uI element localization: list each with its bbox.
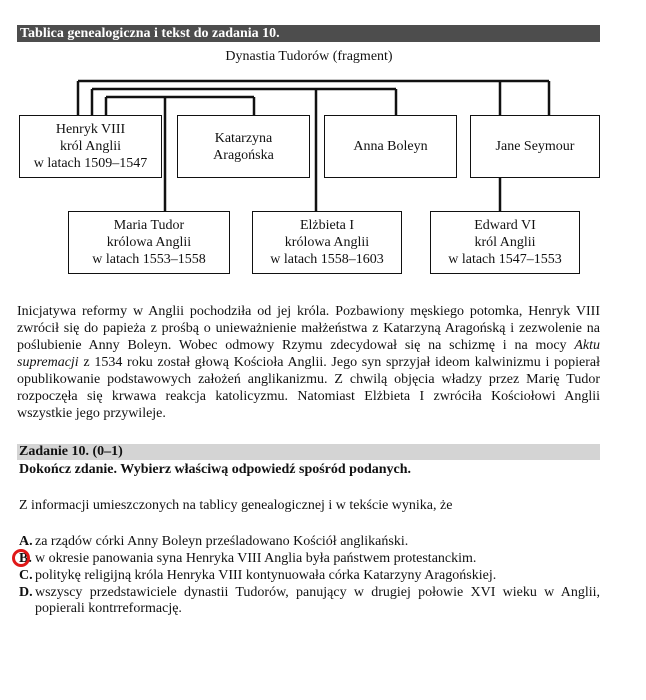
name-line: Aragońska xyxy=(213,147,274,163)
option-d[interactable] xyxy=(19,585,600,617)
person-anna-boleyn xyxy=(324,115,457,178)
section-header: Tablica genealogiczna i tekst do zadania 10. xyxy=(17,25,600,42)
task-question: Z informacji umieszczonych na tablicy genealogicznej i w tekście wynika, że xyxy=(19,498,453,513)
name-line: Edward VI xyxy=(474,218,536,233)
name-line: Jane Seymour xyxy=(495,139,575,154)
years-line: w latach 1509–1547 xyxy=(33,156,148,171)
title-line: król Anglii xyxy=(59,139,122,154)
years-line: w latach 1553–1558 xyxy=(92,252,206,267)
tree-title: Dynastia Tudorów (fragment) xyxy=(225,49,393,64)
years-line: w latach 1558–1603 xyxy=(270,252,384,267)
title-line: król Anglii xyxy=(474,235,536,250)
person-katarzyna-aragonska xyxy=(177,115,310,178)
option-a[interactable] xyxy=(19,534,600,550)
person-maria-tudor xyxy=(68,211,230,274)
name-line: Henryk VIII xyxy=(55,122,126,137)
option-b[interactable] xyxy=(19,551,600,567)
title-line: królowa Anglii xyxy=(284,235,370,250)
option-text: wszyscy przedstawiciele dynastii Tudorów, panujący w drugiej połowie XVI wieku w Anglii, popierali kontrreformację. xyxy=(35,585,600,616)
person-elzbieta-i xyxy=(252,211,402,274)
task-instruction: Dokończ zdanie. Wybierz właściwą odpowiedź spośród podanych. xyxy=(19,462,412,477)
option-letter: C. xyxy=(19,568,33,583)
source-text-italic: Aktu supremacji xyxy=(17,338,600,370)
years-line: w latach 1547–1553 xyxy=(448,252,562,267)
source-text-part: z 1534 roku został głową Kościoła Anglii. Jego syn sprzyjał ideom kalwinizmu i popierał opublikowanie podstawowych założeń anglikanizmu. Z chwilą objęcia władzy przez Marię Tudor rozpoczęła się krwawa reakcja katolicyzmu. Natomiast Elżbieta I zwróciła Kościołowi Anglii wszystkie jego przywileje. xyxy=(17,355,600,421)
option-text: w okresie panowania syna Henryka VIII Anglia była państwem protestanckim. xyxy=(35,551,477,566)
name-line: Maria Tudor xyxy=(113,218,185,233)
title-line: królowa Anglii xyxy=(106,235,192,250)
option-letter: D. xyxy=(19,585,33,600)
selected-answer-circle xyxy=(12,549,30,567)
person-henryk-viii xyxy=(19,115,162,178)
option-c[interactable] xyxy=(19,568,600,584)
name-line: Elżbieta I xyxy=(299,218,355,233)
option-text: politykę religijną króla Henryka VIII kontynuowała córka Katarzyny Aragońskiej. xyxy=(35,568,497,583)
option-letter: B. xyxy=(19,551,32,566)
option-text: za rządów córki Anny Boleyn prześladowano Kościół anglikański. xyxy=(35,534,409,549)
person-jane-seymour xyxy=(470,115,600,178)
option-letter: A. xyxy=(19,534,33,549)
name-line: Katarzyna xyxy=(214,130,273,146)
person-edward-vi xyxy=(430,211,580,274)
name-line: Anna Boleyn xyxy=(353,139,428,154)
source-text xyxy=(17,303,600,422)
task-title: Zadanie 10. (0–1) xyxy=(17,444,600,460)
source-text-part: Inicjatywa reformy w Anglii pochodziła od jej króla. Pozbawiony męskiego potomka, Henryk VIII zwrócił się do papieża z prośbą o unieważnienie małżeństwa z Katarzyną Aragońską i zezwolenie na poślubienie Anny Boleyn. Wobec odmowy Rzymu zdecydował się na schizmę i na mocy xyxy=(17,304,600,353)
answer-options xyxy=(19,534,600,618)
